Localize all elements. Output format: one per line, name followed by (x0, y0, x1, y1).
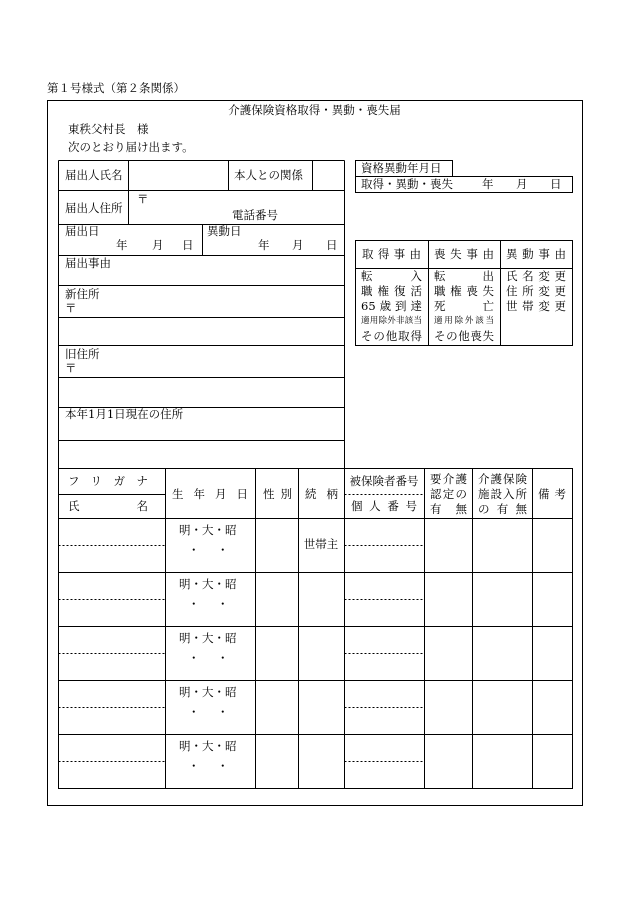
insured-number-cell (344, 734, 424, 761)
filing-date-label: 届出日 (65, 224, 100, 238)
date-separators: ・ ・ (188, 543, 232, 557)
sex-cell (255, 680, 298, 734)
birth-date-cell (165, 572, 255, 626)
care-certification-header-line1: 要介護 (430, 472, 467, 486)
list-item: 氏名変更 (506, 269, 566, 283)
relationship-field (313, 161, 344, 190)
loss-reason-header: 喪失事由 (434, 247, 494, 261)
loss-reason-list (434, 269, 494, 344)
name-cell (58, 653, 165, 680)
remarks-header: 備考 (538, 487, 566, 501)
remarks-cell (532, 572, 572, 626)
relationship-cell (298, 734, 344, 788)
date-separators: ・ ・ (188, 705, 232, 719)
care-certification-cell (424, 572, 472, 626)
name-cell (58, 599, 165, 626)
facility-admission-cell (472, 734, 532, 788)
insured-number-cell (344, 518, 424, 545)
relationship-cell (298, 680, 344, 734)
sex-cell (255, 518, 298, 572)
name-header: 氏名 (68, 499, 148, 513)
era-options: 明・大・昭 (179, 577, 237, 591)
care-certification-cell (424, 734, 472, 788)
insured-number-cell (344, 680, 424, 707)
change-reason-list (506, 269, 566, 314)
relationship-cell (298, 626, 344, 680)
era-options: 明・大・昭 (179, 739, 237, 753)
applicant-address-label: 届出人住所 (65, 201, 123, 215)
status-change-types: 取得・異動・喪失 (361, 177, 453, 191)
date-separators: ・ ・ (188, 651, 232, 665)
list-item: 職権喪失 (434, 284, 494, 298)
old-address-field (59, 346, 344, 407)
table-row (58, 518, 572, 572)
filing-date-year: 年 (116, 238, 128, 252)
birth-date-header: 生年月日 (172, 487, 248, 501)
new-address-field (59, 286, 344, 345)
change-date-year: 年 (258, 238, 270, 252)
form-title: 介護保険資格取得・異動・喪失届 (228, 103, 401, 117)
furigana-cell (58, 518, 165, 545)
facility-admission-header-line3: の有無 (478, 502, 527, 516)
new-address-label: 新住所 (65, 287, 100, 301)
list-item: 転入 (361, 269, 422, 283)
list-item: 住所変更 (506, 284, 566, 298)
jan1-address-field (59, 408, 344, 468)
acquisition-reason-list (361, 269, 422, 344)
facility-admission-cell (472, 680, 532, 734)
change-date-label: 異動日 (207, 224, 242, 238)
reason-label: 届出事由 (65, 256, 111, 270)
list-item: 65歳到達 (361, 299, 422, 313)
status-date-year: 年 (482, 177, 494, 191)
remarks-cell (532, 734, 572, 788)
facility-admission-header-line2: 施設入所 (478, 487, 527, 501)
personal-number-cell (344, 599, 424, 626)
intro-text: 次のとおり届け出ます。 (68, 140, 194, 154)
change-date-day: 日 (326, 238, 338, 252)
change-date-month: 月 (292, 238, 304, 252)
furigana-cell (58, 626, 165, 653)
list-item: 死亡 (434, 299, 494, 313)
date-separators: ・ ・ (188, 597, 232, 611)
personal-number-cell (344, 707, 424, 734)
reason-field (59, 256, 344, 285)
insured-number-header: 被保険者番号 (349, 474, 419, 488)
sex-header: 性別 (263, 487, 292, 501)
care-certification-cell (424, 680, 472, 734)
facility-admission-header-line1: 介護保険 (478, 472, 527, 486)
facility-admission-cell (472, 572, 532, 626)
care-certification-header-line2: 認定の (430, 487, 467, 501)
name-cell (58, 761, 165, 788)
form-number: 第１号様式（第２条関係） (47, 81, 185, 95)
care-certification-cell (424, 518, 472, 572)
postal-mark: 〒 (137, 192, 149, 206)
change-reason-header: 異動事由 (506, 247, 566, 261)
list-item: その他喪失 (434, 329, 494, 343)
new-address-postal-mark: 〒 (65, 301, 77, 315)
birth-date-cell (165, 626, 255, 680)
birth-date-cell (165, 680, 255, 734)
status-date-day: 日 (550, 177, 562, 191)
list-item: 転出 (434, 269, 494, 283)
care-certification-cell (424, 626, 472, 680)
insured-number-cell (344, 626, 424, 653)
acquisition-reason-header: 取得事由 (362, 247, 421, 261)
era-options: 明・大・昭 (179, 631, 237, 645)
birth-date-cell (165, 734, 255, 788)
status-date-month: 月 (516, 177, 528, 191)
table-row (58, 626, 572, 680)
name-cell (58, 707, 165, 734)
old-address-label: 旧住所 (65, 347, 100, 361)
furigana-cell (58, 734, 165, 761)
relationship-header: 続柄 (305, 487, 338, 501)
insured-number-cell (344, 572, 424, 599)
sex-cell (255, 572, 298, 626)
applicant-address-field (129, 191, 344, 224)
personal-number-header: 個人番号 (351, 499, 417, 513)
remarks-cell (532, 680, 572, 734)
list-item: 世帯変更 (506, 299, 566, 313)
furigana-header: フリガナ (68, 474, 148, 488)
addressee: 東秩父村長 様 (68, 122, 149, 136)
furigana-cell (58, 572, 165, 599)
table-row (58, 572, 572, 626)
name-cell (58, 545, 165, 572)
date-separators: ・ ・ (188, 759, 232, 773)
applicant-name-label: 届出人氏名 (65, 168, 123, 182)
personal-number-cell (344, 653, 424, 680)
list-item: 適用除外該当 (434, 316, 494, 326)
list-item: 職権復活 (361, 284, 422, 298)
care-certification-header-line3: 有無 (430, 502, 467, 516)
sex-cell (255, 626, 298, 680)
applicant-name-field (129, 161, 228, 190)
old-address-postal-mark: 〒 (65, 361, 77, 375)
filing-date-field (59, 225, 202, 255)
change-date-field (203, 225, 344, 255)
sex-cell (255, 734, 298, 788)
filing-date-day: 日 (182, 238, 194, 252)
relationship-cell (298, 572, 344, 626)
table-row (58, 680, 572, 734)
era-options: 明・大・昭 (179, 685, 237, 699)
facility-admission-cell (472, 626, 532, 680)
personal-number-cell (344, 761, 424, 788)
facility-admission-cell (472, 518, 532, 572)
status-date-label: 資格異動年月日 (361, 161, 442, 175)
list-item: その他取得 (361, 329, 422, 343)
jan1-address-label: 本年1月1日現在の住所 (65, 407, 184, 421)
relationship-value: 世帯主 (303, 537, 339, 551)
personal-number-cell (344, 545, 424, 572)
remarks-cell (532, 626, 572, 680)
list-item: 適用除外非該当 (361, 316, 422, 326)
filing-date-month: 月 (152, 238, 164, 252)
era-options: 明・大・昭 (179, 523, 237, 537)
phone-label: 電話番号 (232, 208, 278, 222)
remarks-cell (532, 518, 572, 572)
table-row (58, 734, 572, 788)
relationship-cell (298, 518, 344, 572)
birth-date-cell (165, 518, 255, 572)
relationship-label: 本人との関係 (234, 168, 303, 182)
furigana-cell (58, 680, 165, 707)
